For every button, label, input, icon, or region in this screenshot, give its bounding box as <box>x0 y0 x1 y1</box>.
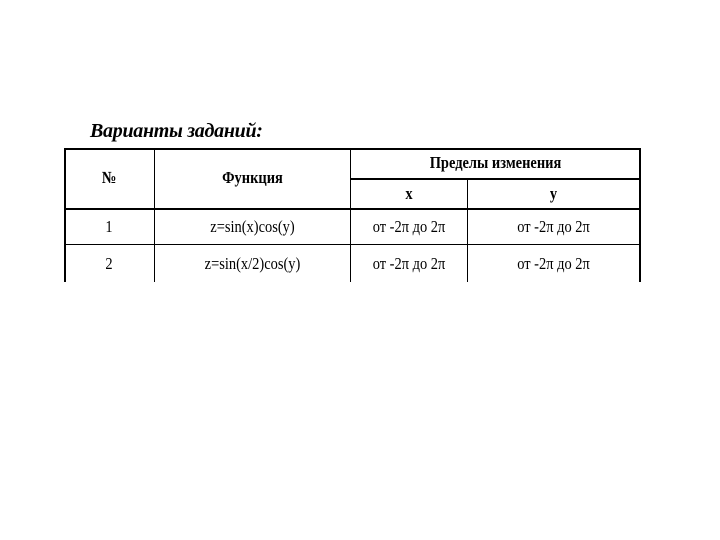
row-1-function: z=sin(x)cos(y) <box>210 217 295 236</box>
column-divider-1 <box>154 148 155 282</box>
header-y: y <box>549 183 558 203</box>
row-1-x-range: от -2π до 2π <box>372 217 446 236</box>
column-divider-2 <box>350 148 351 282</box>
row-1-y-range: от -2π до 2π <box>517 217 590 236</box>
table-left-border <box>64 148 66 282</box>
row-2-x-range: от -2π до 2π <box>372 253 446 273</box>
header-x: x <box>405 183 413 203</box>
header-limits: Пределы изменения <box>429 153 562 172</box>
row-2-y-range: от -2π до 2π <box>517 253 590 273</box>
column-divider-3 <box>467 179 468 282</box>
row-1-number: 1 <box>105 217 113 236</box>
row-2-function: z=sin(x/2)cos(y) <box>204 253 301 273</box>
variants-table <box>64 148 641 282</box>
header-number: № <box>101 168 117 187</box>
table-right-border <box>639 148 641 282</box>
header-function: Функция <box>222 168 283 187</box>
assignment-variants-heading: Варианты заданий: <box>90 120 263 142</box>
row-2-number: 2 <box>105 253 113 273</box>
